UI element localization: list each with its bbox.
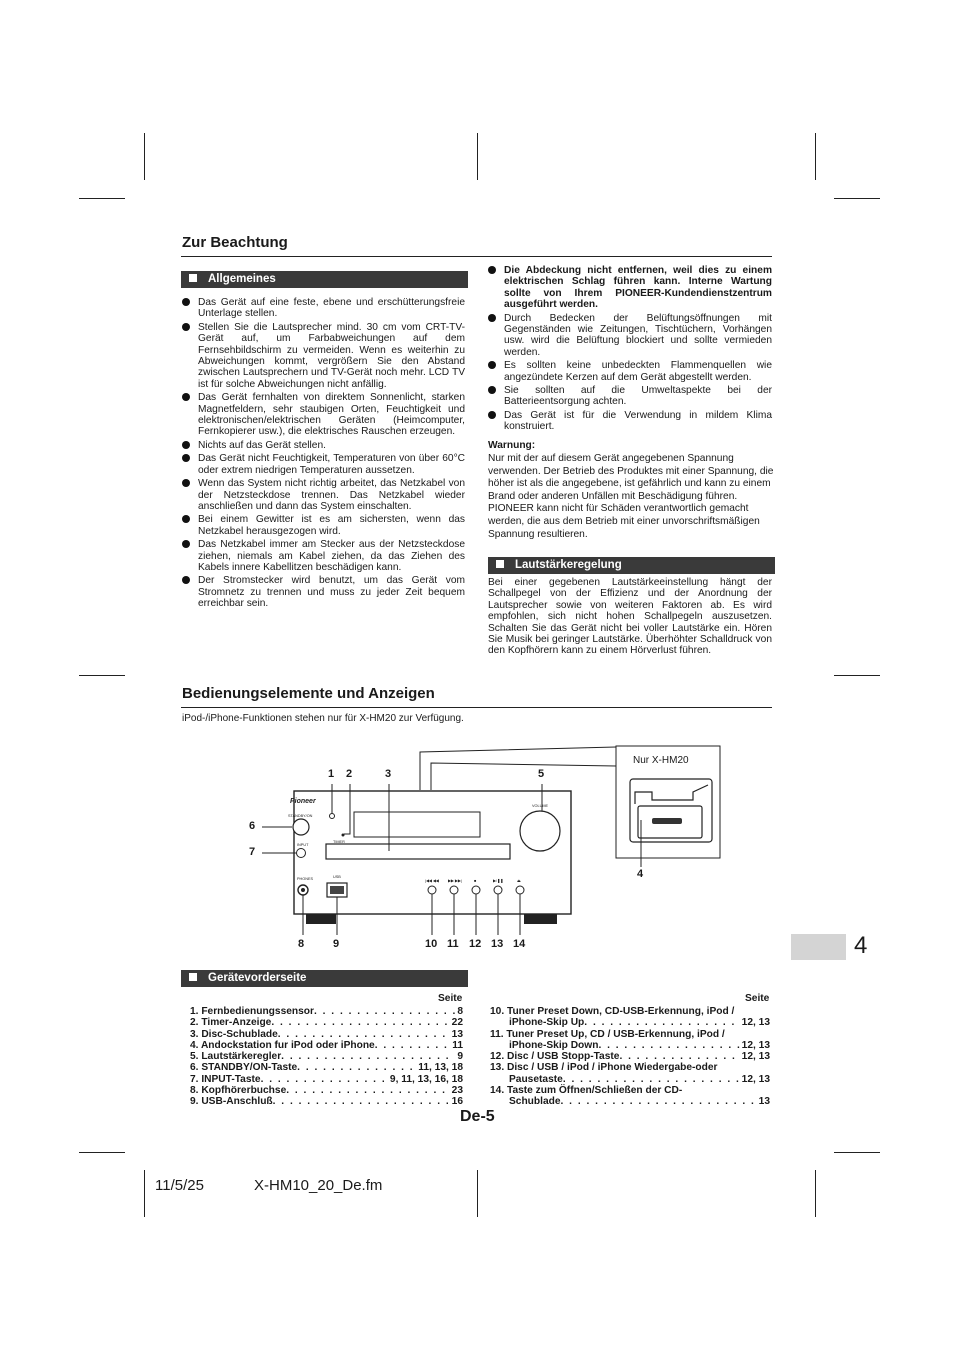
bullet-item xyxy=(182,478,465,512)
crop-mark xyxy=(815,133,816,180)
toc-page: 22 xyxy=(451,1017,463,1029)
bullet-text: Bei einem Gewitter ist es am sichersten, wenn das Netzkabel herausgezogen wird. xyxy=(198,514,465,537)
bullet-dot-icon xyxy=(488,411,496,419)
button-13 xyxy=(494,886,502,894)
pioneer-logo: Pioneer xyxy=(290,798,316,805)
bullet-dot-icon xyxy=(488,314,496,322)
volume-text: Bei einer gegebenen Lautstärkeeinstellung hängt der Schallpegel von der Effizienz und der Anordnung der Lautsprecher sowie von weiteren Faktoren ab. Es wird empfohlen, sich nicht hohen Schallpegeln auszusetzen. Schalten Sie das Gerät nicht bei voller Lautstärke ein. Hören Sie Musik bei geringer Lautstärke. Überhöhter Schalldruck von den Kopfhörern kann zu einem Hörverlust führen. xyxy=(488,577,772,657)
toc-row xyxy=(190,1096,463,1107)
bullet-item xyxy=(182,514,465,537)
toc-row xyxy=(190,1006,463,1017)
bullet-item xyxy=(182,440,465,451)
crop-mark xyxy=(79,675,125,676)
toc-row xyxy=(190,1074,463,1085)
allgemeines-heading: Allgemeines xyxy=(181,271,468,288)
toc-leader xyxy=(297,1062,416,1073)
inset-leader xyxy=(431,763,616,790)
button-10 xyxy=(428,886,436,894)
toc-label-line: 11. Tuner Preset Up, CD / USB-Erkennung, iPod / xyxy=(490,1028,725,1040)
bullet-dot-icon xyxy=(488,266,496,274)
display-window xyxy=(354,812,480,837)
crop-mark xyxy=(79,1152,125,1153)
button-11 xyxy=(450,886,458,894)
bullet-dot-icon xyxy=(182,576,190,584)
toc-row xyxy=(190,1085,463,1096)
bullet-text: Stellen Sie die Lautsprecher mind. 30 cm vom CRT-TV-Gerät auf, um Farbabweichungen auf dem Fernsehbildschirm zu vermeiden. Wenn es weiterhin zu Abweichungen kommt, vergrößern Sie den Abstand zwischen Lautsprechern und TV-Gerät noch mehr. LCD TV ist für solche Abweichungen nicht anfällig. xyxy=(198,321,465,390)
bullet-text: Die Abdeckung nicht entfernen, weil dies zu einem elektrischen Schlag führen kann. Interne Wartung sollte von Ihrem PIONEER-Kundendienstzentrum ausgeführt werden. xyxy=(504,265,772,311)
crop-mark xyxy=(477,1170,478,1217)
bullet-text: Wenn das System nicht richtig arbeitet, das Netzkabel von der Netzsteckdose trennen. Das Netzkabel wieder anschließen und dann das System einschalten. xyxy=(198,478,465,512)
bullet-dot-icon xyxy=(182,298,190,306)
toc-label: Pausetaste xyxy=(509,1073,563,1085)
toc-label-line: 13. Disc / USB / iPod / iPhone Wiedergabe-oder xyxy=(490,1062,718,1074)
foot-right xyxy=(524,914,557,924)
bullet-text: Das Gerät auf eine feste, ebene und erschütterungsfreie Unterlage stellen. xyxy=(198,297,465,320)
title-rule xyxy=(181,707,772,708)
page-label: De-5 xyxy=(460,1108,495,1125)
bullet-item xyxy=(488,360,772,383)
crop-mark xyxy=(834,675,880,676)
dock-connector xyxy=(652,818,682,824)
toc-label: 2. Timer-Anzeige xyxy=(190,1017,272,1029)
label-play: ▶/❚❚ xyxy=(493,879,504,883)
bullet-item xyxy=(488,410,772,433)
toc-label: 8. Kopfhörerbuchse xyxy=(190,1085,287,1097)
toc-leader xyxy=(261,1074,388,1085)
bullet-text: Das Gerät fernhalten von direktem Sonnenlicht, starken Magnetfeldern, sehr staubigen Orten, Feuchtigkeit und elektronischen/elektrischen Geräten (Heimcomputer, Fernkopierer usw.), die elektrisches Rauschen erzeugen. xyxy=(198,392,465,438)
foot-left xyxy=(306,914,336,924)
label-eject: ⏏ xyxy=(517,879,521,883)
toc-right xyxy=(490,1006,770,1108)
callout-7: 7 xyxy=(249,846,256,858)
label-phones: PHONES xyxy=(297,877,314,881)
toc-row xyxy=(190,1029,463,1040)
crop-mark xyxy=(144,1170,145,1217)
bullet-dot-icon xyxy=(488,386,496,394)
toc-leader xyxy=(314,1006,455,1017)
bullet-text: Das Gerät ist für die Verwendung in mildem Klima konstruiert. xyxy=(504,409,772,433)
toc-row xyxy=(490,1051,770,1062)
crop-mark xyxy=(815,1170,816,1217)
toc-row xyxy=(490,1040,770,1051)
bullet-item xyxy=(182,322,465,390)
bullet-dot-icon xyxy=(182,323,190,331)
toc-row xyxy=(190,1051,463,1062)
section-title-controls: Bedienungselemente und Anzeigen xyxy=(182,685,435,702)
chapter-number: 4 xyxy=(854,932,868,959)
crop-mark xyxy=(79,198,125,199)
toc-leader xyxy=(286,1085,449,1096)
button-12 xyxy=(472,886,480,894)
title-rule xyxy=(181,256,772,257)
toc-page: 13 xyxy=(758,1096,770,1108)
toc-page: 11, 13, 18 xyxy=(418,1062,463,1074)
toc-row xyxy=(490,1074,770,1085)
toc-leader xyxy=(278,1029,450,1040)
toc-label: Schublade xyxy=(509,1096,561,1108)
toc-row xyxy=(190,1017,463,1028)
bullet-item xyxy=(182,539,465,573)
disc-tray xyxy=(326,844,510,859)
crop-mark xyxy=(834,1152,880,1153)
bullet-dot-icon xyxy=(488,361,496,369)
toc-page: 12, 13 xyxy=(741,1051,770,1063)
crop-mark xyxy=(477,133,478,180)
callout-9: 9 xyxy=(333,938,340,950)
phones-jack-core xyxy=(301,888,305,892)
bullet-text: Es sollten keine unbedeckten Flammenquellen wie angezündete Kerzen auf dem Gerät abgestellt werden. xyxy=(504,360,772,383)
label-preset-down: |◀◀ ◀◀ xyxy=(425,879,439,883)
callout-2: 2 xyxy=(346,768,353,780)
callout-13: 13 xyxy=(491,938,504,950)
callout-12: 12 xyxy=(469,938,482,950)
warning-text: Nur mit der auf diesem Gerät angegebenen Spannung verwenden. Der Betrieb des Produktes mit einer Spannung, die höher ist als die angegebene, ist gefährlich und kann zu einem Brand oder anderen Unfällen mit Beschädigung führen. PIONEER kann nicht für Schäden verantwortlich gemacht werden, die aus dem Betrieb mit einer unvorschriftsmäßigen Spannung resultieren. xyxy=(488,453,774,540)
callout-6: 6 xyxy=(249,820,256,832)
callout-11: 11 xyxy=(447,938,459,950)
bullet-dot-icon xyxy=(182,393,190,401)
toc-leader xyxy=(619,1051,739,1062)
front-panel-heading: Gerätevorderseite xyxy=(181,970,468,987)
toc-page: 12, 13 xyxy=(741,1039,770,1051)
toc-label: 5. Lautstärkeregler xyxy=(190,1051,282,1063)
crop-mark xyxy=(834,198,880,199)
label-stop: ■ xyxy=(474,879,477,883)
standby-button xyxy=(293,819,309,835)
label-timer: TIMER xyxy=(333,840,345,844)
toc-leader xyxy=(271,1017,449,1028)
footer-date: 11/5/25 xyxy=(155,1177,204,1194)
bullet-text: Das Netzkabel immer am Stecker aus der Netzsteckdose ziehen, niemals am Kabel ziehen, da das Ziehen des Kabels innere Kabellitzen beschädigen kann. xyxy=(198,539,465,573)
toc-page: 8 xyxy=(457,1006,463,1017)
bullet-text: Sie sollten auf die Umweltaspekte bei der Batterieentsorgung achten. xyxy=(504,385,772,408)
bullet-item xyxy=(488,385,772,408)
toc-page: 9, 11, 13, 16, 18 xyxy=(389,1073,463,1085)
toc-label: 1. Fernbedienungssensor xyxy=(190,1006,314,1017)
crop-mark xyxy=(144,133,145,180)
label-preset-up: ▶▶ ▶▶| xyxy=(448,879,462,883)
bullet-text: Durch Bedecken der Belüftungsöffnungen mit Gegenständen wie Zeitungen, Tischtüchern, Vorhängen usw. wird die Belüftung blockiert und sollte vermieden werden. xyxy=(504,312,772,358)
bullet-dot-icon xyxy=(182,454,190,462)
toc-left xyxy=(190,1006,463,1108)
callout-3: 3 xyxy=(385,768,392,780)
bullet-item xyxy=(182,297,465,320)
toc-label-line: 14. Taste zum Öffnen/Schließen der CD- xyxy=(490,1085,683,1097)
toc-leader xyxy=(273,1096,450,1107)
left-bullet-list xyxy=(182,297,465,612)
seite-label-left: Seite xyxy=(438,993,463,1004)
label-usb: USB xyxy=(333,875,341,879)
toc-row xyxy=(190,1062,463,1073)
toc-label: 12. Disc / USB Stopp-Taste xyxy=(490,1051,620,1063)
bullet-dot-icon xyxy=(182,441,190,449)
callout-4: 4 xyxy=(637,868,644,880)
toc-label: iPhone-Skip Down xyxy=(509,1039,599,1051)
toc-label: iPhone-Skip Up xyxy=(509,1017,585,1029)
toc-label-line: 10. Tuner Preset Down, CD-USB-Erkennung, iPod / xyxy=(490,1006,735,1017)
label-volume: VOLUME xyxy=(532,804,549,808)
bullet-text: Das Gerät nicht Feuchtigkeit, Temperaturen von über 60°C oder extrem niedrigen Temperaturen aussetzen. xyxy=(198,453,465,476)
remote-sensor xyxy=(330,814,335,819)
callout-1: 1 xyxy=(328,768,335,780)
toc-row xyxy=(190,1040,463,1051)
toc-page: 11 xyxy=(452,1039,463,1051)
seite-label-right: Seite xyxy=(745,993,770,1004)
bullet-item xyxy=(182,392,465,438)
iphone-note: iPod-/iPhone-Funktionen stehen nur für X-HM20 zur Verfügung. xyxy=(182,713,464,724)
bullet-item xyxy=(182,453,465,476)
toc-label: 4. Andockstation fur iPod oder iPhone xyxy=(190,1039,375,1051)
usb-port-core xyxy=(330,886,344,894)
volume-heading: Lautstärkeregelung xyxy=(488,557,775,574)
toc-page: 16 xyxy=(451,1096,463,1108)
toc-page: 13 xyxy=(451,1028,463,1040)
toc-leader xyxy=(281,1051,455,1062)
warning-label: Warnung: xyxy=(488,440,536,451)
label-input: INPUT xyxy=(297,843,309,847)
bullet-text: Der Stromstecker wird benutzt, um das Gerät vom Stromnetz zu trennen und muss zu jeder Zeit bequem erreichbar sein. xyxy=(198,575,465,610)
toc-label: 6. STANDBY/ON-Taste xyxy=(190,1062,298,1074)
bullet-item xyxy=(488,265,772,311)
front-panel-diagram xyxy=(240,740,730,960)
toc-label: 9. USB-Anschluß xyxy=(190,1096,273,1108)
toc-leader xyxy=(598,1040,739,1051)
volume-knob xyxy=(520,811,560,851)
toc-page: 12, 13 xyxy=(741,1017,770,1029)
bullet-dot-icon xyxy=(182,540,190,548)
toc-label: 7. INPUT-Taste xyxy=(190,1073,261,1085)
right-bullet-list xyxy=(488,265,772,435)
section-title: Zur Beachtung xyxy=(182,234,288,251)
label-standby: STANDBY/ON xyxy=(288,814,313,818)
toc-leader xyxy=(561,1096,757,1107)
toc-row xyxy=(490,1096,770,1107)
button-14 xyxy=(516,886,524,894)
bullet-text: Nichts auf das Gerät stellen. xyxy=(198,439,326,451)
toc-row xyxy=(490,1017,770,1028)
toc-leader xyxy=(584,1017,739,1028)
bullet-dot-icon xyxy=(182,479,190,487)
callout-5: 5 xyxy=(538,768,545,780)
chapter-tab xyxy=(791,934,846,960)
callout-14: 14 xyxy=(513,938,526,950)
input-button xyxy=(297,849,306,858)
toc-page: 9 xyxy=(457,1051,463,1063)
bullet-item xyxy=(182,575,465,609)
callout-8: 8 xyxy=(298,938,305,950)
inset-leader xyxy=(420,747,616,790)
footer-filename: X-HM10_20_De.fm xyxy=(254,1177,383,1194)
toc-label: 3. Disc-Schublade xyxy=(190,1028,278,1040)
callout-10: 10 xyxy=(425,938,438,950)
toc-page: 12, 13 xyxy=(741,1073,770,1085)
bullet-item xyxy=(488,313,772,359)
toc-leader xyxy=(375,1040,451,1051)
inset-label: Nur X-HM20 xyxy=(633,755,689,766)
toc-page: 23 xyxy=(451,1085,463,1097)
toc-leader xyxy=(563,1074,740,1085)
bullet-dot-icon xyxy=(182,515,190,523)
